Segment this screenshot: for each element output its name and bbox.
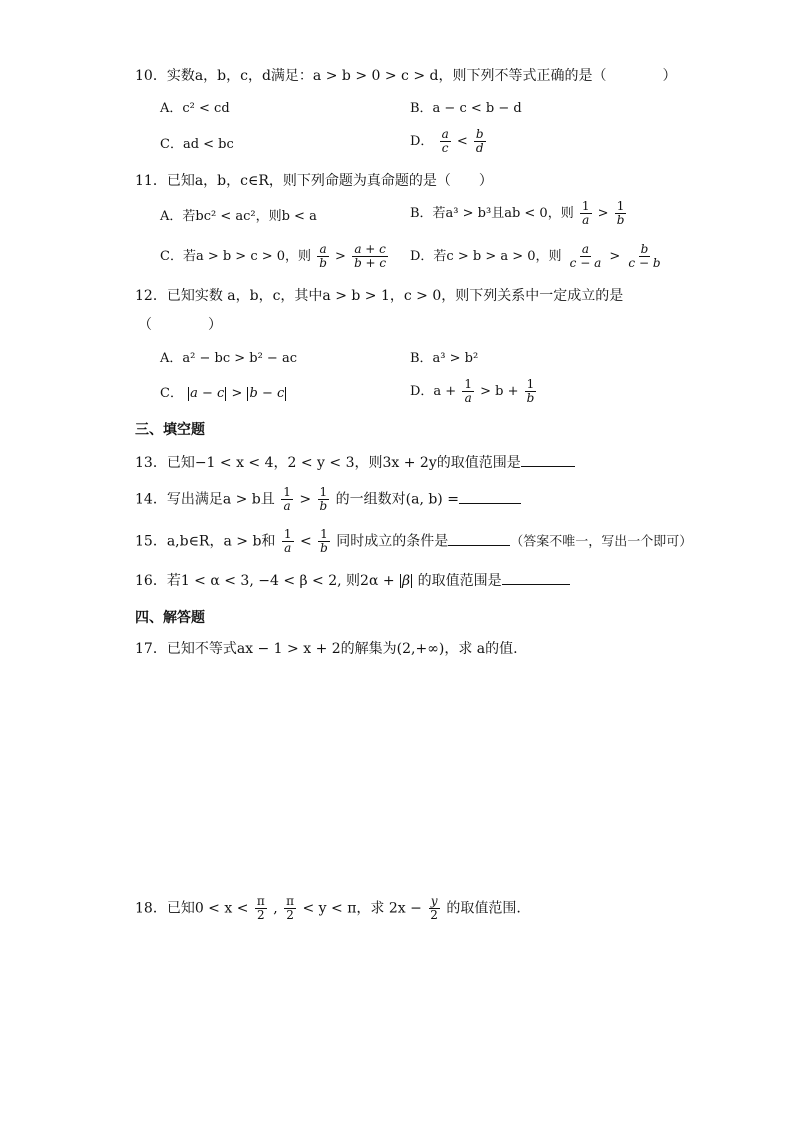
question-12-option-c: [160, 385, 287, 403]
question-12-option-b: B．a³ > b²: [410, 351, 479, 366]
question-text: 13．已知−1 < x < 4，2 < y < 3，则3x + 2y的取值范围是: [135, 455, 521, 471]
denominator: a: [283, 499, 291, 513]
section-4-heading: 四、解答题: [135, 610, 205, 626]
question-12-option-a: A．a² − bc > b² − ac: [160, 351, 297, 366]
question-10-stem: 10．实数a，b，c，d满足：a > b > 0 > c > d，则下列不等式正确的是（ ）: [135, 68, 677, 84]
fraction: [284, 895, 296, 922]
numerator: y: [430, 894, 438, 908]
numerator: b: [640, 242, 649, 256]
denominator: c − a: [569, 256, 602, 270]
option-text: B．若a³ > b³且ab < 0，则: [410, 206, 574, 221]
fraction: [580, 200, 592, 227]
denominator: b + c: [354, 256, 387, 270]
fraction: [615, 200, 627, 227]
relation: >: [609, 249, 621, 264]
option-label: C．: [160, 386, 183, 401]
question-12-answer-paren: （ ）: [138, 317, 222, 333]
denominator: 2: [430, 908, 438, 922]
numerator: a + c: [354, 242, 386, 256]
question-text: 15．a,b∈R，a > b和: [135, 533, 276, 550]
abs-bar: [188, 387, 189, 401]
question-17: 17．已知不等式ax − 1 > x + 2的解集为(2,+∞)，求 a的值.: [135, 641, 518, 657]
question-text: < y < π，求 2x −: [302, 900, 422, 917]
question-10-option-a: A．c² < cd: [160, 101, 230, 116]
denominator: a: [464, 391, 472, 405]
fraction: [352, 243, 388, 270]
fraction: [317, 243, 329, 270]
question-14: [135, 486, 521, 513]
fraction: [428, 895, 440, 922]
abs-content: β: [402, 573, 411, 589]
denominator: b: [319, 499, 328, 513]
relation: >: [597, 206, 609, 221]
fraction: [462, 378, 474, 405]
denominator: a: [582, 213, 590, 227]
question-text: 的取值范围.: [446, 900, 521, 917]
question-note: （答案不唯一，写出一个即可）: [510, 534, 693, 550]
denominator: c − b: [628, 256, 661, 270]
answer-blank[interactable]: [459, 491, 521, 504]
fraction: [281, 486, 293, 513]
abs-content: a − c: [190, 386, 225, 401]
fraction: [440, 128, 451, 155]
question-11-stem: 11．已知a，b，c∈R，则下列命题为真命题的是（ ）: [135, 173, 493, 189]
numerator: a: [581, 242, 590, 256]
numerator: b: [475, 127, 484, 141]
numerator: 1: [320, 527, 328, 541]
question-11-option-b: [410, 200, 628, 227]
denominator: b: [320, 541, 328, 555]
question-16: [135, 572, 570, 590]
numerator: a: [319, 242, 327, 256]
fraction: [474, 128, 486, 155]
option-label: D．: [410, 134, 434, 149]
question-text: 的取值范围是: [417, 573, 502, 589]
section-3-heading: 三、填空题: [135, 422, 205, 438]
question-text: 同时成立的条件是: [336, 533, 449, 550]
denominator: 2: [286, 908, 294, 922]
relation: <: [299, 533, 312, 550]
separator: ,: [273, 900, 278, 917]
abs-bar: [225, 387, 226, 401]
answer-blank[interactable]: [448, 533, 510, 546]
abs-bar: [411, 574, 412, 588]
option-text: C．若a > b > c > 0，则: [160, 249, 312, 264]
numerator: 1: [283, 485, 291, 499]
fraction: [626, 243, 662, 270]
question-text: 16．若1 < α < 3, −4 < β < 2, 则2α +: [135, 573, 395, 589]
denominator: b: [526, 391, 535, 405]
numerator: π: [286, 894, 295, 908]
numerator: 1: [581, 199, 590, 213]
option-text: D．a +: [410, 384, 457, 399]
numerator: 1: [464, 377, 472, 391]
denominator: a: [284, 541, 292, 555]
fraction: [318, 528, 330, 555]
denominator: b: [319, 256, 327, 270]
relation: >: [335, 249, 346, 264]
option-text: D．若c > b > a > 0，则: [410, 249, 562, 264]
question-text: 18．已知0 < x <: [135, 900, 249, 917]
abs-bar: [285, 387, 286, 401]
answer-blank[interactable]: [521, 454, 575, 467]
option-text: > b +: [480, 384, 519, 399]
question-10-option-c: C．ad < bc: [160, 137, 234, 152]
fraction: [255, 895, 267, 922]
numerator: 1: [319, 485, 328, 499]
question-18: [135, 895, 521, 922]
relation: >: [299, 491, 312, 508]
question-11-option-c: [160, 243, 390, 270]
fraction: [568, 243, 604, 270]
numerator: a: [441, 127, 449, 141]
question-11-option-d: [410, 243, 665, 270]
denominator: d: [475, 141, 484, 155]
relation: >: [231, 386, 243, 401]
question-text: 14．写出满足a > b且: [135, 491, 275, 508]
question-13: [135, 454, 575, 472]
numerator: 1: [616, 199, 625, 213]
denominator: 2: [257, 908, 265, 922]
question-10-option-b: B．a − c < b − d: [410, 101, 522, 116]
question-text: 的一组数对(a, b) =: [335, 491, 459, 508]
question-12-stem: 12．已知实数 a，b，c，其中a > b > 1，c > 0，则下列关系中一定成立的是: [135, 288, 624, 304]
question-10-option-d: [410, 128, 488, 155]
abs-content: b − c: [249, 386, 285, 401]
question-12-option-d: [410, 378, 538, 405]
numerator: π: [256, 894, 265, 908]
denominator: b: [616, 213, 625, 227]
fraction: [318, 486, 330, 513]
answer-blank[interactable]: [502, 572, 570, 585]
abs-bar: [400, 574, 401, 588]
relation: <: [456, 134, 468, 149]
fraction: [282, 528, 294, 555]
denominator: c: [441, 141, 449, 155]
fraction: [525, 378, 537, 405]
numerator: 1: [526, 377, 535, 391]
question-15: [135, 528, 692, 555]
numerator: 1: [283, 527, 292, 541]
question-11-option-a: A．若bc² < ac²，则b < a: [160, 209, 317, 224]
